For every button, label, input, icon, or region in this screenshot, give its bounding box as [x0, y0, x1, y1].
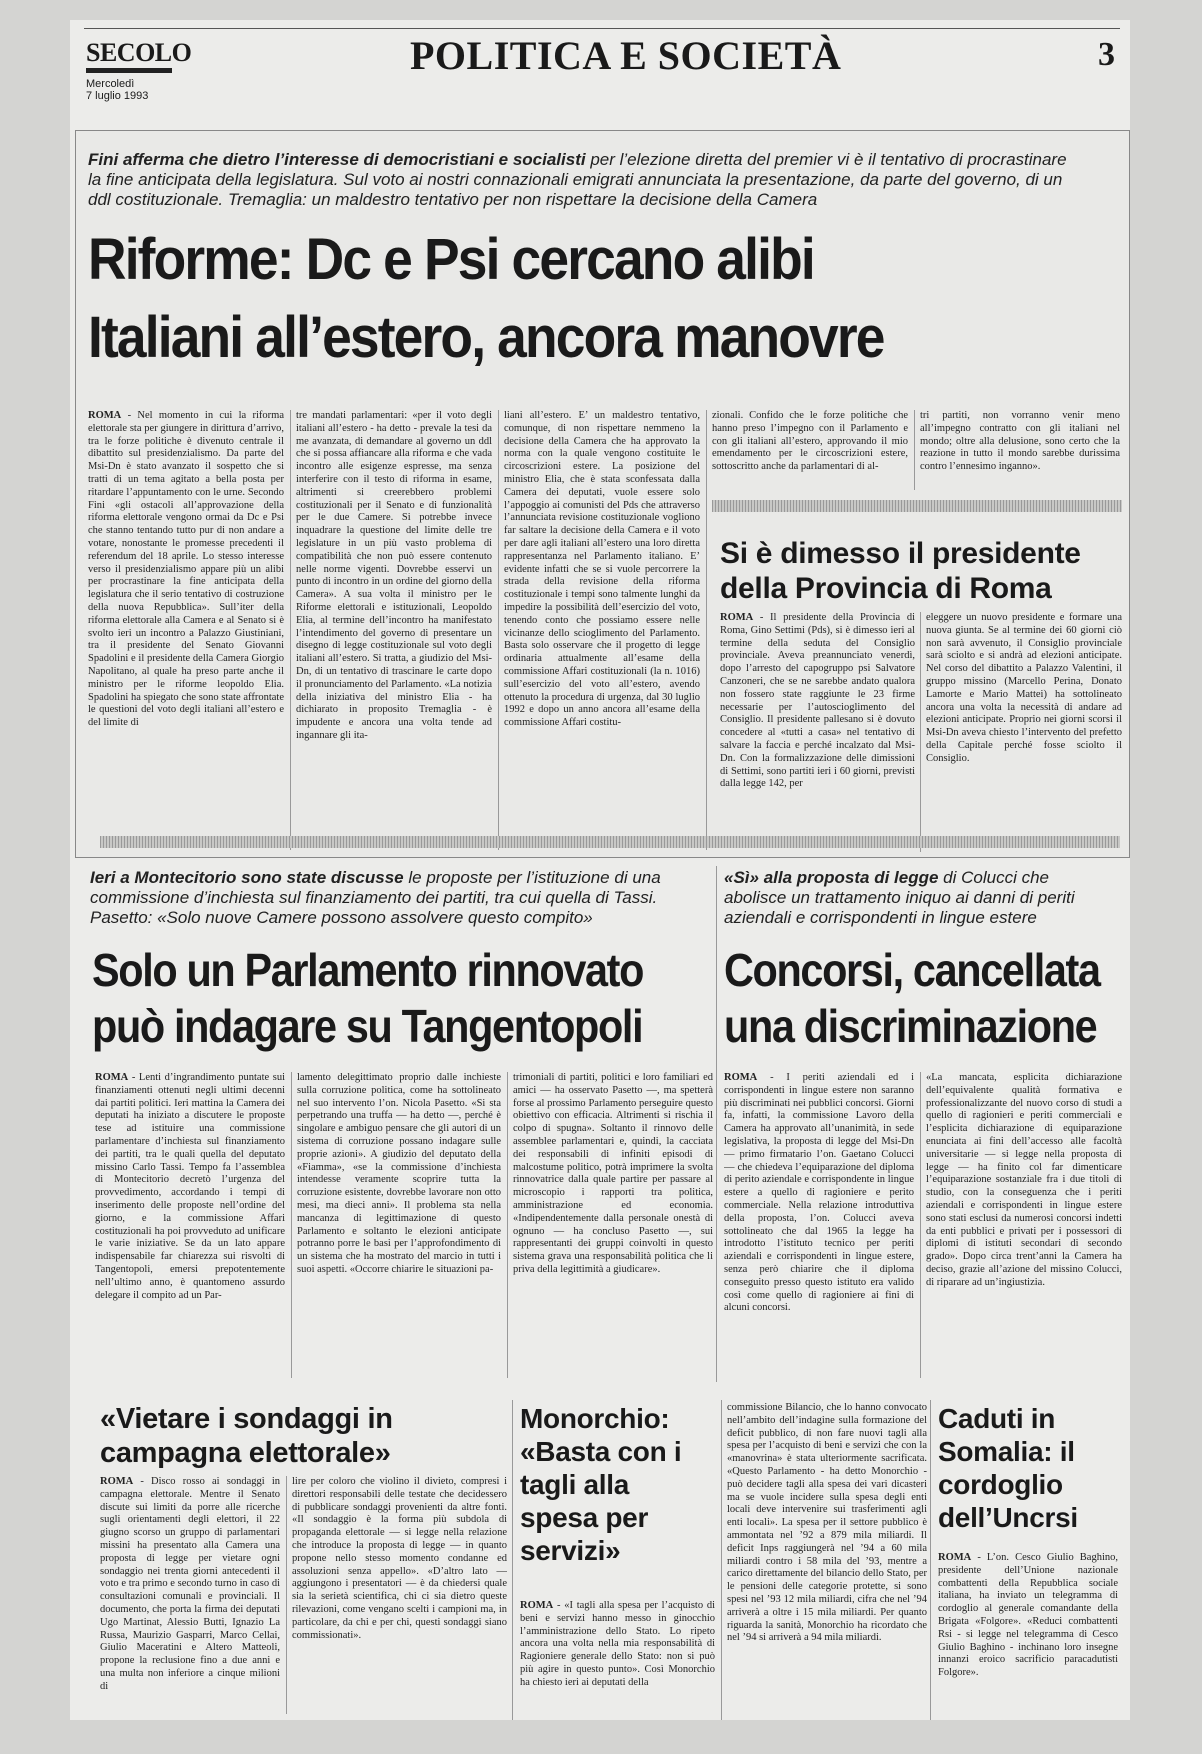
article-riforme-col-5: tri partiti, non vorranno venir meno all’impegno contratto con gli italiani nel mondo; oltre alla delusione, sono certo che la reazione in tutto il mondo sarebbe durissima contro l’ennesimo inganno». [920, 410, 1120, 473]
article-riforme-col-3: liani all’estero. E’ un maldestro tentativo, comunque, di non rispettare nemmeno la decisione della Camera che ha approvato la norma con la quale vengono costituite le circoscrizioni estere. La posizione del ministro Elia, che è stata sconfessata dalla Camera dei deputati, vuole essere solo l’appoggio ai comunisti del Pds che attraverso l’annunciata revisione costituzionale vogliono far saltare la decisione della Camera e il voto per dare agli italiani all’estero una loro diretta rappresentanza nel Parlamento italiano. E’ evidente infatti che se si vuole percorrere la strada della revisione della riforma costituzionale i tempi sono talmente lunghi da impedire la possibilità dell’esercizio del voto, tenendo conto che possiamo essere nelle vicinanze dello scioglimento del Parlamento. Basta solo osservare che il progetto di legge ordinaria attualmente all’esame della commissione Affari costituzionali (la n. 1016) sull’esercizio del voto all’estero, avendo ottenuto la procedura di urgenza, dal 30 luglio 1992 e dopo un anno ancora all’esame della commissione Affari costitu- [504, 410, 700, 729]
article-tangentopoli-col-2: lamento delegittimato proprio dalle inchieste sulla corruzione politica, come ha sottolineato nel suo intervento l’on. Nicola Pasetto. «Si sta perpetrando una truffa — ha detto —, perché è singolare e ambiguo pensare che gli autori di un sistema di corruzione possano indagare sulle proprie azioni». A giudizio del deputato della «Fiamma», «se la commissione d’inchiesta intendesse veramente scoprire tutta la corruzione esistente, dovrebbe lavorare non otto mesi, ma dieci anni». Il problema sta nella mancanza di legittimazione di questo Parlamento e soltanto le elezioni anticipate potranno porre le basi per l’approfondimento di un sistema che ha mostrato del marcio in tutti i suoi aspetti. «Occorre chiarire le situazioni pa- [297, 1072, 501, 1275]
section-title: POLITICA E SOCIETÀ [410, 33, 842, 78]
article-somalia-col-1: ROMA - L’on. Cesco Giulio Baghino, presidente dell’Unione nazionale combattenti della Repubblica sociale italiana, ha inviato un telegramma di cordoglio al generale comandante della Brigata «Folgore». «Reduci combattenti Rsi - si legge nel telegramma di Cesco Giulio Baghino - inchinano loro insegne innanzi eroico sacrificio paracadutisti Folgore». [938, 1552, 1118, 1679]
article-sondaggi-col-1: ROMA - Disco rosso ai sondaggi in campagna elettorale. Mentre il Senato discute sui limiti da porre alle ricerche sugli orientamenti degli elettori, il 22 giugno scorso un gruppo di parlamentari missini ha presentato alla Camera una proposta di legge per vietare ogni sondaggio nei trenta giorni antecedenti il voto e tra primo e secondo turno in caso di consultazioni comunali e provinciali. Il documento, che porta la firma dei deputati Ugo Martinat, Alessio Butti, Ignazio La Russa, Maurizio Gasparri, Marco Cellai, Giulio Maceratini e Altero Matteoli, propone la reclusione fino a due anni e una multa non inferiore a cinque milioni di [100, 1476, 280, 1692]
article-concorsi-col-2: «La mancata, esplicita dichiarazione dell’equivalente qualità formativa e professionalizzante del nuovo corso di studi a quello di ragionieri e periti commerciali e l’esplicita dichiarazione di equiparazione enunciata ai fini dell’accesso alle facoltà universitarie — si legge nella proposta di legge — ha finito col far dimenticare l’equiparazione sostanziale fra i due titoli di studio, con la conseguenza che i periti aziendali e corrispondenti in lingue estere sono stati esclusi da numerosi concorsi indetti da enti pubblici e privati per i possessori di diplomi di istituti secondari di secondo grado». Dopo circa trent’anni la Camera ha deciso, grazie all’azione del missino Colucci, di riparare ad un’ingiustizia. [926, 1072, 1122, 1288]
article-concorsi-headline-2: una discriminazione [724, 1000, 1097, 1052]
newspaper-logo: SECOLO [86, 38, 191, 73]
article-monorchio-col-1: ROMA - «I tagli alla spesa per l’acquisto di beni e servizi hanno messo in ginocchio l’amministrazione dello Stato. Lo ripeto ancora una volta nella mia responsabilità di Ragioniere generale dello Stato: non si può più agire in questo punto». Così Monorchio ha chiesto ieri ai deputati della [520, 1600, 715, 1688]
column-rule [930, 1400, 931, 1720]
article-riforme-headline-2: Italiani all’estero, ancora manovre [88, 305, 884, 370]
column-rule [716, 866, 717, 1382]
article-tangentopoli-col-3: trimoniali di partiti, politici e loro familiari ed amici — ha osservato Pasetto —, ma spetterà forse al prossimo Parlamento perseguire questo obiettivo con efficacia. Altrimenti si rischia il colpo di spugna». Soltanto il rinnovo delle assemblee parlamentari e, quindi, la cacciata dei responsabili di infiniti episodi di malcostume politico, potrà imprimere la svolta rinnovatrice dalla quale partire per passare al microscopio i rapporti tra politica, amministrazione ed economia. «Indipendentemente dalla personale onestà di ognuno — ha concluso Pasetto —, sui rappresentanti dei gruppi coinvolti in questo sistema grava una responsabilità politica che li priva della legittimità a giudicare». [513, 1072, 713, 1275]
column-rule [721, 1400, 722, 1720]
article-riforme-col-2: tre mandati parlamentari: «per il voto degli italiani all’estero - ha detto - prevale la tesi da me avanzata, di demandare al governo un ddl che si possa affiancare alla riforma e che vada incontro alle esigenze espresse, ma senza interferire con il testo di riforma in esame, altrimenti si creerebbero problemi costituzionali per il Senato e di funzionalità per le due Camere. Si potrebbe invece inquadrare la questione del limite delle tre legislature in un più vasto problema di compatibilità che non può essere contenuto nelle norme vigenti. Dovrebbe esservi un punto di incontro in un ordine del giorno della Camera». A sua volta il ministro per le Riforme elettorali e istituzionali, Leopoldo Elia, al termine dell’incontro ha manifestato l’intendimento del governo di presentare un disegno di legge costituzionale sul voto degli italiani all’estero. Si tratta, a giudizio del Msi-Dn, di un tentativo di trascinare le carte dopo il pronunciamento del Parlamento. «La notizia della iniziativa del ministro Elia - ha dichiarato in proposito Tremaglia - è impudente e ancora una volta tende ad ingannare gli ita- [296, 410, 492, 741]
article-tangentopoli-headline-2: può indagare su Tangentopoli [92, 1000, 643, 1052]
column-rule [507, 1072, 508, 1378]
article-concorsi-col-1: ROMA - I periti aziendali ed i corrispondenti in lingue estere non saranno più discriminati nei pubblici concorsi. Giorni fa, infatti, la commissione Lavoro della Camera ha approvato all’unanimità, in sede legislativa, la proposta di legge del Msi-Dn — primo firmatario l’on. Gaetano Colucci — che chiedeva l’equiparazione del diploma di perito aziendale e corrispondente in lingue estere a quello di ragioniere e perito commerciale. Nella relazione introduttiva della proposta, l’on. Colucci aveva sottolineato che dal 1965 la legge ha introdotto l’istituto tecnico per periti aziendali e corrispondenti in lingue estere, senza però chiarire che il diploma conseguito presso questo istituto era valido così come quello di ragioniere ai fini di alcuni concorsi. [724, 1072, 914, 1314]
column-rule [920, 612, 921, 852]
article-provincia-col-1: ROMA - Il presidente della Provincia di Roma, Gino Settimi (Pds), si è dimesso ieri al termine della seduta del Consiglio provinciale. Aveva preannunciato venerdì, dopo l’arresto del capogruppo psi Salvatore Canzoneri, che se ne sarebbe andato qualora non fossero state raggiunte le 23 firme necessarie per l’autoscioglimento del Consiglio. Il presidente pallesano si è dovuto concedere al «tutti a casa» nel tentativo di salvare la faccia e perché incalzato dal Msi-Dn. Con la formalizzazione delle dimissioni di Settimi, sono partiti ieri i 60 giorni, previsti dalla legge 142, per [720, 612, 915, 790]
article-concorsi-kicker: «Sì» alla proposta di legge di Colucci che abolisce un trattamento iniquo ai danni di periti aziendali e corrispondenti in lingue estere [724, 868, 1075, 927]
article-riforme-headline-1: Riforme: Dc e Psi cercano alibi [88, 227, 814, 292]
article-concorsi-headline-1: Concorsi, cancellata [724, 944, 1100, 996]
article-provincia-headline: Si è dimesso il presidente della Provincia di Roma [720, 537, 1081, 605]
column-rule [286, 1476, 287, 1714]
article-riforme-kicker: Fini afferma che dietro l’interesse di democristiani e socialisti per l’elezione diretta del premier vi è il tentativo di procrastinare la fine anticipata della legislatura. Sul voto ai nostri connazionali emigrati annunciata la presentazione, da parte del governo, di un ddl costituzionale. Tremaglia: un maldestro tentativo per non rispettare la decisione della Camera [88, 150, 1067, 209]
page-number: 3 [1098, 36, 1115, 73]
article-tangentopoli-kicker: Ieri a Montecitorio sono state discusse le proposte per l’istituzione di una commissione d’inchiesta sul finanziamento dei partiti, tra cui quella di Tassi. Pasetto: «Solo nuove Camere possono assolvere questo compito» [90, 868, 661, 927]
article-tangentopoli-col-1: ROMA - Lenti d’ingrandimento puntate sui finanziamenti ottenuti negli ultimi decenni dai partiti politici. Ieri mattina la Camera dei deputati ha iniziato a discutere le proposte tese ad istituire una commissione parlamentare d’inchiesta sul finanziamento dei partiti, tra le quali quella del deputato missino Carlo Tassi. Tempo fa l’assemblea di Montecitorio decretò l’urgenza del provvedimento, accordando i tempi di inserimento delle proposte nell’ordine del giorno, e la commissione Affari costituzionali ha poi provveduto ad unificare le varie iniziative. Se da un lato appare indispensabile far chiarezza sui risvolti di Tangentopoli, emersi prepotentemente nell’ultimo anno, è quantomeno assurdo delegare il compito ad un Par- [95, 1072, 285, 1301]
column-rule [498, 410, 499, 850]
separator-band [100, 836, 1120, 848]
separator-band [712, 500, 1122, 512]
column-rule [291, 1072, 292, 1378]
article-provincia-col-2: eleggere un nuovo presidente e formare una nuova giunta. Se al termine dei 60 giorni ciò non sarà avvenuto, il Consiglio provinciale sarà sciolto e si andrà ad elezioni anticipate. Nel corso del dibattito a Palazzo Valentini, il gruppo missino (Marcello Perina, Donato Lamorte e Mario Mattei) ha sottolineato ancora una volta la necessità di andare ad elezioni anticipate. Proprio nei giorni scorsi il Msi-Dn aveva chiesto l’intervento del prefetto della Capitale perché fosse sciolto il Consiglio. [926, 612, 1122, 764]
article-riforme-col-4: zionali. Confido che le forze politiche che hanno preso l’impegno con il Parlamento e con gli italiani all’estero, approvando il mio emendamento per le circoscrizioni estere, sottoscritto anche da parlamentari di al- [712, 410, 908, 473]
column-rule [512, 1400, 513, 1720]
article-monorchio-headline: Monorchio: «Basta con i tagli alla spesa per servizi» [520, 1403, 682, 1566]
column-rule [914, 410, 915, 490]
column-rule [920, 1072, 921, 1378]
issue-date: Mercoledì 7 luglio 1993 [86, 78, 149, 102]
article-sondaggi-headline: «Vietare i sondaggi in campagna elettorale» [100, 1403, 393, 1469]
article-somalia-headline: Caduti in Somalia: il cordoglio dell’Uncrsi [938, 1403, 1078, 1533]
article-riforme-col-1: ROMA - Nel momento in cui la riforma elettorale sta per giungere in dirittura d’arrivo, tra le forze politiche è divenuto centrale il dibattito sul presidenzialismo. Da parte del Msi-Dn è stato avanzato il sospetto che si tratti di un tema agitato a bella posta per ritardare l’appuntamento con le urne. Secondo Fini «gli ostacoli all’approvazione della riforma elettorale vengono ormai da Dc e Psi che stanno tentando tutto pur di non andare a votare, nonostante le promesse precedenti il referendum del 18 aprile. Lo stesso interesse verso il presidenzialismo appare più un alibi per procrastinare la fine anticipata della legislatura che il serio tentativo di costruzione della nuova Repubblica». Sull’iter della riforma elettorale alla Camera e al Senato si è svolto ieri un incontro a Palazzo Giustiniani, tra il presidente del Senato Giovanni Spadolini e il presidente della Camera Giorgio Napolitano, al quale ha preso parte anche il ministro per le riforme leopoldo Elia. Spadolini ha spiegato che sono state affrontate le questioni del voto degli italiani all’estero e del limite di [88, 410, 284, 729]
article-sondaggi-col-2: lire per coloro che violino il divieto, compresi i direttori responsabili delle testate che decidessero di pubblicare sondaggi provenienti da altre fonti. «Il sondaggio è la forma più subdola di propaganda elettorale — si legge nella relazione che introduce la proposta di legge — in quanto propone nello stesso momento condanne ed assoluzioni senza appello». «D’altro lato — aggiungono i presentatori — è da chiedersi quale sia la serietà scientifica, chi ci sia dietro queste rilevazioni, come vengano scelti i campioni ma, in particolare, da chi e per chi, questi sondaggi siano commissionati». [292, 1476, 507, 1641]
masthead-rule [84, 28, 1120, 29]
article-monorchio-col-2: commissione Bilancio, che lo hanno convocato nell’ambito dell’indagine sulla formazione del deficit pubblico, di non fare nuovi tagli alla spesa per l’acquisto di beni e servizi che con la «manovrina» è stata ulteriormente sacrificata. «Questo Parlamento - ha detto Monorchio - può decidere tagli alla spesa dei vari dicasteri ma se vuole incidere sulla spesa degli enti locali deve intervenire sui trasferimenti agli enti locali». La spesa per il settore pubblico è ammontata nel ’92 a 879 mila miliardi. Il deficit Inps raggiungerà nel ’94 a 60 mila miliardi contro i 58 mila del ’93, mentre a carico direttamente del bilancio dello Stato, per le pensioni delle categorie protette, si sono spesi nel ’93 12 mila miliardi, cifra che nel ’94 arriverà a oltre i 15 mila miliardi. Per quanto riguarda la sanità, Monorchio ha ricordato che nel ’94 si arriverà a 94 mila miliardi. [727, 1402, 927, 1644]
column-rule [290, 410, 291, 850]
article-tangentopoli-headline-1: Solo un Parlamento rinnovato [92, 944, 644, 996]
column-rule [706, 410, 707, 850]
